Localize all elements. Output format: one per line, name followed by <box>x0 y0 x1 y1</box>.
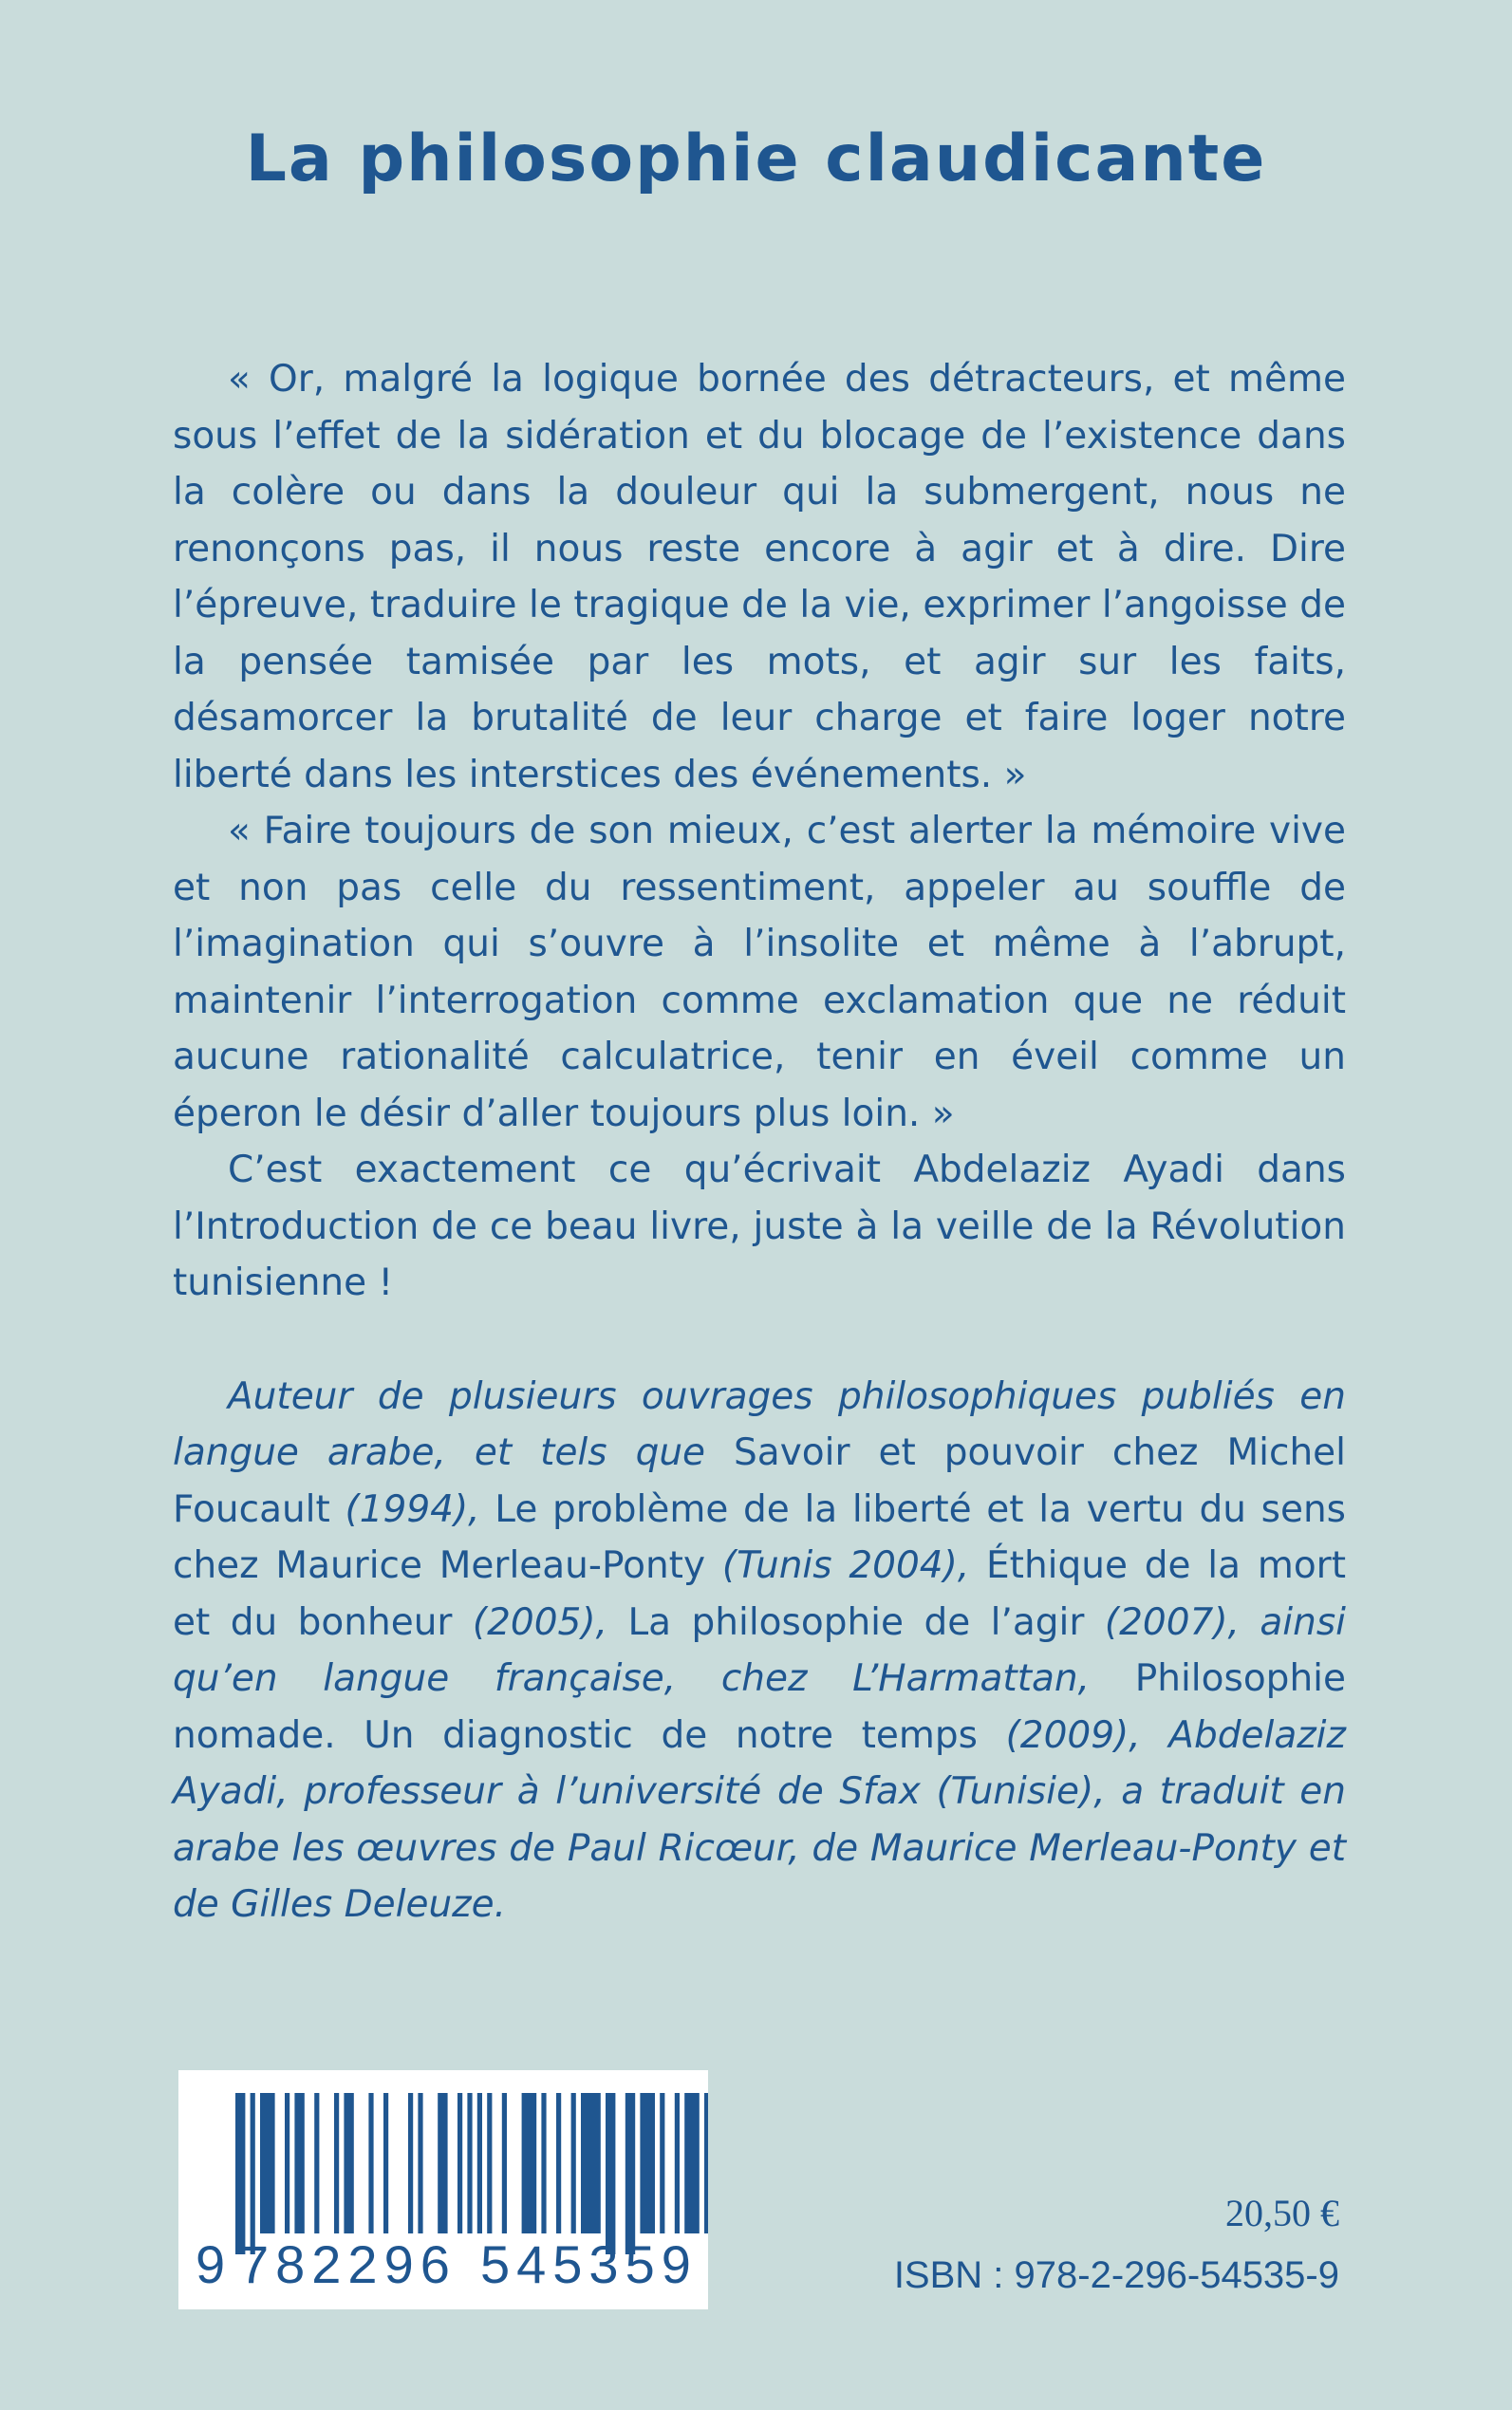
bio-segment: (Tunis 2004), <box>721 1544 970 1587</box>
barcode-bar <box>235 2093 245 2254</box>
bio-work-title: Éthique de la mort et du bonheur <box>173 1544 1346 1644</box>
barcode-bar <box>675 2093 680 2233</box>
barcode-digits <box>178 2233 708 2300</box>
bio-work-title: Philosophie nomade. Un diagnostic de notre temps <box>173 1657 1346 1757</box>
barcode-bar <box>314 2093 319 2233</box>
barcode-bar <box>625 2093 635 2254</box>
isbn-number: ISBN : 978-2-296-54535-9 <box>893 2254 1339 2296</box>
barcode-bar <box>541 2093 546 2233</box>
bio-work-title: La philosophie de l’agir <box>627 1600 1085 1644</box>
barcode-first-digit: 9 <box>196 2234 226 2294</box>
price: 20,50 € <box>1225 2192 1339 2234</box>
quote-paragraph-1: « Or, malgré la logique bornée des détracteurs, et même sous l’effet de la sidération et du blocage de l’existence dans la colère ou dans la douleur qui la submergent, nous ne renonçons pas, il nous reste encore à agir et à dire. Dire l’épreuve, traduire le tragique de la vie, exprimer l’angoisse de la pensée tamisée par les mots, et agir sur les faits, désamorcer la brutalité de leur charge et faire loger notre liberté dans les interstices des événements. » <box>173 358 1346 796</box>
barcode-bar <box>581 2093 601 2233</box>
bio-segment: (1994), <box>345 1487 480 1531</box>
statement-paragraph: C’est exactement ce qu’écrivait Abdelaziz Ayadi dans l’Introduction de ce beau livre, juste à la veille de la Révolution tunisienne ! <box>173 1149 1346 1304</box>
barcode-bar <box>556 2093 561 2233</box>
barcode-bar <box>477 2093 482 2233</box>
barcode-bar <box>571 2093 576 2233</box>
barcode-bar <box>606 2093 615 2254</box>
barcode-bar <box>467 2093 472 2233</box>
bio-segment: Auteur de plusieurs ouvrages philosophiques publiés en langue arabe, et tels que <box>173 1374 1346 1474</box>
barcode <box>178 2070 708 2309</box>
barcode-bar <box>522 2093 537 2233</box>
barcode-bar <box>294 2093 304 2233</box>
bio-work-title: Savoir et pouvoir chez Michel Foucault <box>173 1431 1346 1531</box>
barcode-bar <box>438 2093 447 2233</box>
bio-segment: (2007), ainsi qu’en langue française, chez L’Harmattan, <box>173 1600 1346 1700</box>
quote-paragraph-2: « Faire toujours de son mieux, c’est alerter la mémoire vive et non pas celle du ressentiment, appeler au souffle de l’imagination qui s’ouvre à l’insolite et même à l’abrupt, maintenir l’interrogation comme exclamation que ne réduit aucune rationalité calculatrice, tenir en éveil comme un éperon le désir d’aller toujours plus loin. » <box>173 810 1346 1135</box>
barcode-bar <box>334 2093 339 2233</box>
barcode-bar <box>260 2093 275 2233</box>
barcode-bar <box>418 2093 422 2233</box>
barcode-bar <box>251 2093 255 2254</box>
barcode-right-digits: 545359 <box>480 2234 698 2294</box>
barcode-bar <box>660 2093 664 2233</box>
bio-work-title: Le problème de la liberté et la vertu du sens chez Maurice Merleau-Ponty <box>173 1487 1346 1587</box>
barcode-bar <box>368 2093 373 2233</box>
barcode-bar <box>383 2093 388 2233</box>
barcode-bar <box>684 2093 700 2233</box>
book-title: La philosophie claudicante <box>245 121 1267 196</box>
back-cover-text <box>173 351 1346 1934</box>
barcode-bar <box>487 2093 492 2233</box>
barcode-bar <box>502 2093 507 2233</box>
barcode-left-digits: 782296 <box>239 2234 457 2294</box>
barcode-bar <box>640 2093 655 2233</box>
barcode-bar <box>285 2093 289 2233</box>
barcode-bar <box>457 2093 462 2233</box>
bio-segment: (2005), <box>472 1600 607 1644</box>
barcode-bar <box>704 2093 708 2233</box>
barcode-bar <box>344 2093 353 2233</box>
barcode-bar <box>408 2093 413 2233</box>
author-bio <box>173 1369 1346 1934</box>
bio-segment: (2009), Abdelaziz Ayadi, professeur à l’université de Sfax (Tunisie), a traduit en arabe les œuvres de Paul Ricœur, de Maurice Merleau-Ponty et de Gilles Deleuze. <box>173 1713 1346 1926</box>
